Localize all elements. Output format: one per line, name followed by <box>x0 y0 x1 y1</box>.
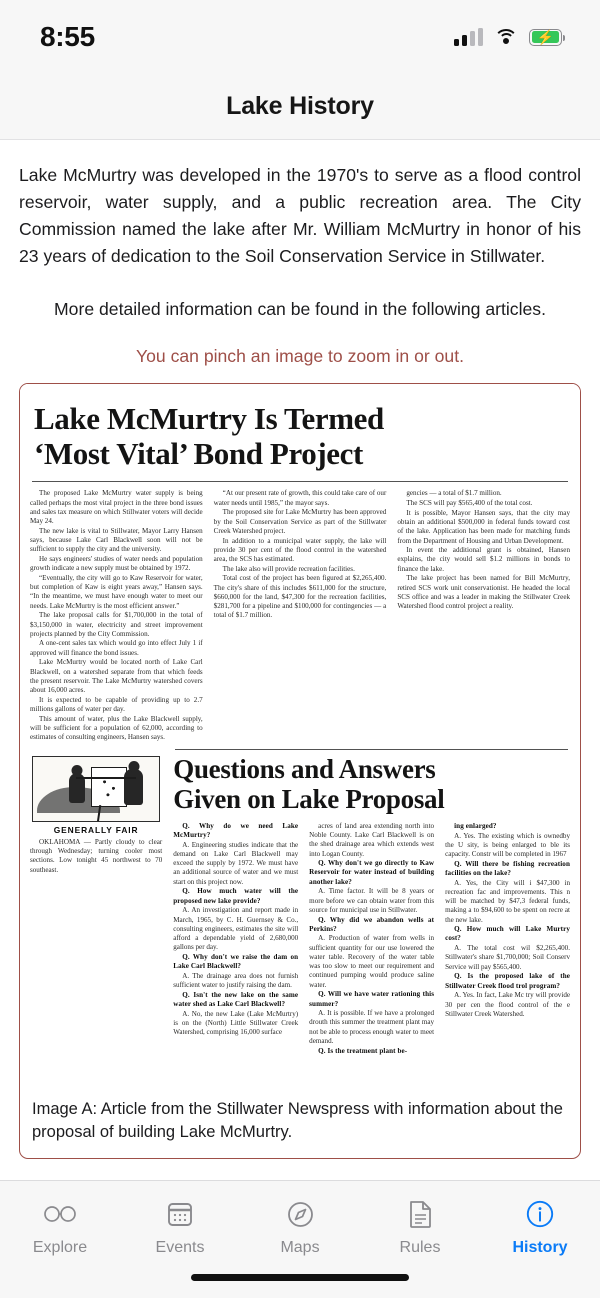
weather-title: GENERALLY FAIR <box>53 824 139 835</box>
newspaper-scan <box>20 384 580 1084</box>
article-paragraph: The lake proposal calls for $1,700,000 in the total of $3,150,000 in water, electricity and street improvement projects planned by the City Commission. <box>30 611 203 638</box>
cellular-signal-icon <box>454 28 483 46</box>
qa-answer: A. It is possible. If we have a prolonged drouth this summer the treatment plant may not be able to process enough water to meet demand. <box>309 1009 435 1045</box>
newspaper-headline <box>34 402 570 471</box>
qa-answer: A. Production of water from wells in sufficient quantity for our use lowered the water table. Recovery of the water table was too slow to meet our requirement and continued pumping would produce saline water. <box>309 934 435 989</box>
article-paragraph: The new lake is vital to Stillwater, Mayor Larry Hansen says, because Lake Carl Blackwell soon will not be sufficient to supply the city and the university. <box>30 526 203 554</box>
tab-maps[interactable] <box>240 1197 360 1257</box>
qa-column-1 <box>173 822 298 1038</box>
tab-label-explore: Explore <box>32 1239 88 1256</box>
article-paragraph: In addition to a municipal water supply, the lake will provide 30 per cent of the flood control in the watershed area, the SCS has estimated. <box>213 536 387 563</box>
headline-line-1: Lake McMurtry Is Termed <box>34 401 384 437</box>
compass-icon <box>287 1197 314 1231</box>
info-circle-icon <box>526 1197 554 1231</box>
qa-answer: A. Yes, the City will i $47,300 in recreation fac and improvements. This n will be matched by $47,3 federal funds, making a to $94,600 to be spent on recre at the new lake. <box>445 878 571 924</box>
article-paragraph: It is expected to be capable of providing up to 2.7 millions gallons of water per day. <box>30 695 203 713</box>
qa-answer: A. No, the new Lake (Lake McMurtry) is on the (North) Little Stillwater Creek Watershed, comprising 16,000 surface <box>173 1009 299 1037</box>
qa-question: Q. Will we have water rationing this summer? <box>309 990 435 1008</box>
lower-section <box>30 749 570 1056</box>
article-paragraph: The lake also will provide recreation facilities. <box>222 564 355 573</box>
status-bar-indicators <box>454 28 562 46</box>
tab-label-maps: Maps <box>280 1239 320 1256</box>
article-paragraph: This amount of water, plus the Lake Blackwell supply, will be sufficient for a population of 62,000, according to estimates of consulting engineers, Hansen says. <box>30 714 203 742</box>
qa-answer: A. The drainage area does not furnish sufficient water to justify raising the dam. <box>173 971 299 990</box>
status-bar-clock: 8:55 <box>40 21 95 52</box>
newspaper-image-a[interactable] <box>20 384 580 1084</box>
tab-rules[interactable] <box>360 1197 480 1257</box>
qa-column-2 <box>309 822 434 1056</box>
tab-bar <box>0 1180 600 1298</box>
article-paragraph: Total cost of the project has been figured at $2,265,400. The city's share of this includes $611,000 for the structure, $660,000 for the land, $47,300 for the recreation facilities, $281,700 for a pipeline and $100,000 for contingencies — a total of $1.7 million. <box>213 574 387 620</box>
qa-question: ing enlarged? <box>454 821 497 830</box>
image-caption-a: Image A: Article from the Stillwater Newspress with information about the proposal of building Lake McMurtry. <box>32 1100 563 1141</box>
intro-paragraph: Lake McMurtry was developed in the 1970's to serve as a flood control reservoir, water supply, and a public recreation area. The City Commission named the lake after Mr. William McMurtry in honor of his 23 years of dedication to the Soil Conservation Service in Stillwater. <box>19 165 581 266</box>
tab-label-rules: Rules <box>399 1239 441 1256</box>
qa-headline-line-1: Questions and Answers <box>173 753 436 784</box>
qa-answer: A. The total cost wil $2,265,400. Stillwater's share $1,700,000; Soil Conserv Service will pay $565,400. <box>445 944 571 971</box>
headline-divider <box>32 481 568 482</box>
article-paragraph: “Eventually, the city will go to Kaw Reservoir for water, but completion of Kaw is eight years away,” Hansen says. “In the meantime, we must have enough water to meet our needs. Lake McMurtry is the most efficient answer.” <box>30 573 203 610</box>
article-paragraph: Lake McMurtry would be located north of Lake Carl Blackwell, on a watershed separate from that which feeds the present reservoir. The Lake McMurtry watershed covers about 16,000 acres. <box>30 658 203 695</box>
article-paragraph: “At our present rate of growth, this could take care of our water needs until 1985,” the mayor says. <box>213 489 387 507</box>
tab-history[interactable] <box>480 1197 600 1257</box>
qa-question: Q. Why don't we go directly to Kaw Reservoir for water instead of building another lake? <box>309 859 435 886</box>
qa-question: Q. Why do we need Lake McMurtry? <box>173 821 299 840</box>
qa-section <box>173 749 570 1056</box>
battery-charging-icon: ⚡ <box>529 29 562 46</box>
qa-question: Q. Is the treatment plant be- <box>318 1046 408 1055</box>
qa-answer: A. An investigation and report made in March, 1965, by C. H. Guernsey & Co., consulting engineers, estimates the site will afford a dependable yield of 2,680,000 gallons per day. <box>173 906 299 952</box>
qa-question: Q. How much water will the proposed new lake provide? <box>173 887 299 905</box>
image-card-a[interactable] <box>19 383 581 1159</box>
article-paragraph: The proposed site for Lake McMurtry has been approved by the Soil Conservation Service as part of the Stillwater Creek Watershed project. <box>213 508 387 535</box>
qa-question: Q. How much will Lake Murtry cost? <box>445 925 571 943</box>
article-paragraph: A one-cent sales tax which would go into effect July 1 if approved will finance the bond issues. <box>30 639 203 657</box>
document-icon <box>409 1197 432 1231</box>
pinch-hint: You can pinch an image to zoom in or out. <box>136 346 464 367</box>
article-paragraph: In event the additional grant is obtained, Hansen explains, the city would sell $1.2 millions in bonds to finance the lake. <box>397 546 571 573</box>
home-indicator <box>191 1274 409 1281</box>
article-columns <box>30 489 570 742</box>
qa-answer: A. Engineering studies indicate that the demand on Lake Carl Blackwell may exceed the supply by 1972. We must have an additional source of water and we must start on this project now. <box>173 840 299 886</box>
weather-column <box>30 749 162 875</box>
qa-headline-line-2: Given on Lake Proposal <box>173 784 445 815</box>
sub-note: More detailed information can be found in the following articles. <box>54 298 546 319</box>
headline-line-2: ‘Most Vital’ Bond Project <box>34 435 363 471</box>
article-paragraph: The lake project has been named for Bill McMurtry, retired SCS work unit conservationist. He headed the local SCS office and was a leader in making the Stillwater Creek Watershed flood control project a reality. <box>397 574 571 611</box>
article-paragraph: It is possible, Mayor Hansen says, that the city may obtain an additional $500,000 in federal funds toward cost of the lake. Application has been made for matching funds from the Department of Housing and Urban Development. <box>397 508 571 545</box>
article-paragraph: The SCS will pay $565,400 of the total cost. <box>406 499 533 508</box>
tab-label-events: Events <box>155 1239 205 1256</box>
qa-headline <box>173 754 570 815</box>
qa-question: Q. Why did we abandon wells at Perkins? <box>309 915 435 933</box>
tab-label-history: History <box>512 1239 568 1256</box>
article-column-3 <box>397 489 570 611</box>
article-paragraph: gencies — a total of $1.7 million. <box>406 489 502 498</box>
tab-explore[interactable] <box>0 1197 120 1257</box>
status-bar <box>0 0 600 74</box>
article-column-1 <box>30 489 203 742</box>
qa-column-3 <box>445 822 570 1020</box>
content-scroll-area[interactable] <box>0 140 600 1180</box>
page-title: Lake History <box>226 92 374 120</box>
weather-forecast: OKLAHOMA — Partly cloudy to clear through Wednesday; turning cooler most sections. Low tonight 45 northwest to 70 southeast. <box>30 837 163 874</box>
calendar-icon <box>167 1197 193 1231</box>
qa-question: Q. Will there be fishing recreation facilities on the lake? <box>445 859 571 877</box>
qa-answer: A. Yes. The existing which is ownedby the U sity, is being enlarged to ble its capacity. Constr will be completed in 1967 <box>445 831 571 859</box>
qa-question: Q. Why don't we raise the dam on Lake Carl Blackwell? <box>173 952 299 971</box>
article-paragraph: He says engineers' studies of water needs and population growth indicate a new supply must be obtained by 1972. <box>30 554 203 573</box>
navigation-bar <box>0 74 600 140</box>
qa-question: Q. Is the proposed lake of the Stillwater Creek flood trol program? <box>445 972 571 990</box>
wifi-icon <box>494 28 518 46</box>
tab-events[interactable] <box>120 1197 240 1257</box>
weather-cartoon <box>32 756 160 822</box>
qa-answer: A. Time factor. It will be 8 years or more before we can obtain water from this source for municipal use in Stillwater. <box>309 887 435 914</box>
qa-answer: acres of land area extending north into Noble County. Lake Carl Blackwell is on the shed drainage area which extends west into Logan County. <box>309 821 435 858</box>
article-paragraph: The proposed Lake McMurtry water supply is being called perhaps the most vital project in the three bond issues and sales tax measure on which Stillwater voters will decide May 24. <box>30 489 203 526</box>
binoculars-icon <box>43 1197 77 1231</box>
qa-answer: A. Yes. In fact, Lake Mc try will provide 30 per cen the flood control of the e Stillwater Creek Watershed. <box>445 991 571 1018</box>
article-column-2 <box>214 489 387 621</box>
qa-question: Q. Isn't the new lake on the same water shed as Lake Carl Blackwell? <box>173 990 299 1009</box>
